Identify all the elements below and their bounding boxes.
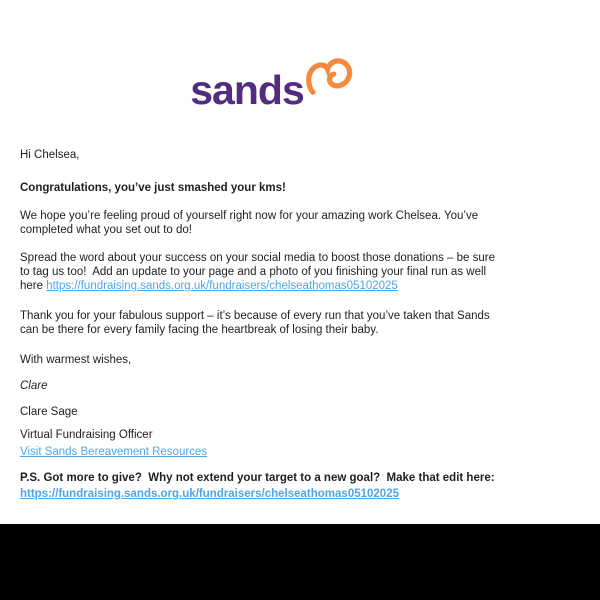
paragraph-thanks-line2: can be there for every family facing the heartbreak of losing their baby. <box>20 324 379 336</box>
sands-heart-icon <box>306 55 354 97</box>
congrats-line: Congratulations, you’ve just smashed your kms! <box>20 182 286 194</box>
paragraph-spread <box>20 251 495 293</box>
ps-text: P.S. Got more to give? Why not extend your target to a new goal? Make that edit here: <box>20 472 495 484</box>
fundraising-page-link[interactable]: https://fundraising.sands.org.uk/fundraisers/chelseathomas05102025 <box>46 280 398 292</box>
signature-block <box>20 427 495 461</box>
bereavement-resources-link[interactable]: Visit Sands Bereavement Resources <box>20 446 208 458</box>
sands-logo-text: sands <box>190 67 304 113</box>
paragraph-thanks-line1: Thank you for your fabulous support – it’s because of every run that you’ve taken that Sands <box>20 310 490 322</box>
bottom-black-bar <box>0 524 600 600</box>
email-body <box>20 148 495 502</box>
signature-full-name: Clare Sage <box>20 406 78 418</box>
signoff: With warmest wishes, <box>20 354 132 366</box>
paragraph-proud <box>20 209 495 237</box>
paragraph-spread-line2: to tag us too! Add an update to your page and a photo of you finishing your final run as well <box>20 266 487 278</box>
paragraph-proud-line1: We hope you’re feeling proud of yourself right now for your amazing work Chelsea. You’ve <box>20 210 479 222</box>
paragraph-thanks <box>20 309 495 337</box>
signature-first-name: Clare <box>20 380 48 392</box>
greeting: Hi Chelsea, <box>20 149 80 161</box>
paragraph-spread-line3-prefix: here <box>20 280 47 292</box>
signature-job-title: Virtual Fundraising Officer <box>20 429 153 441</box>
paragraph-proud-line2: completed what you set out to do! <box>20 224 192 236</box>
ps-block <box>20 470 495 502</box>
sands-logo <box>0 55 572 111</box>
ps-fundraising-page-link[interactable]: https://fundraising.sands.org.uk/fundraisers/chelseathomas05102025 <box>20 488 399 500</box>
paragraph-spread-line1: Spread the word about your success on your social media to boost those donations – be sure <box>20 252 495 264</box>
